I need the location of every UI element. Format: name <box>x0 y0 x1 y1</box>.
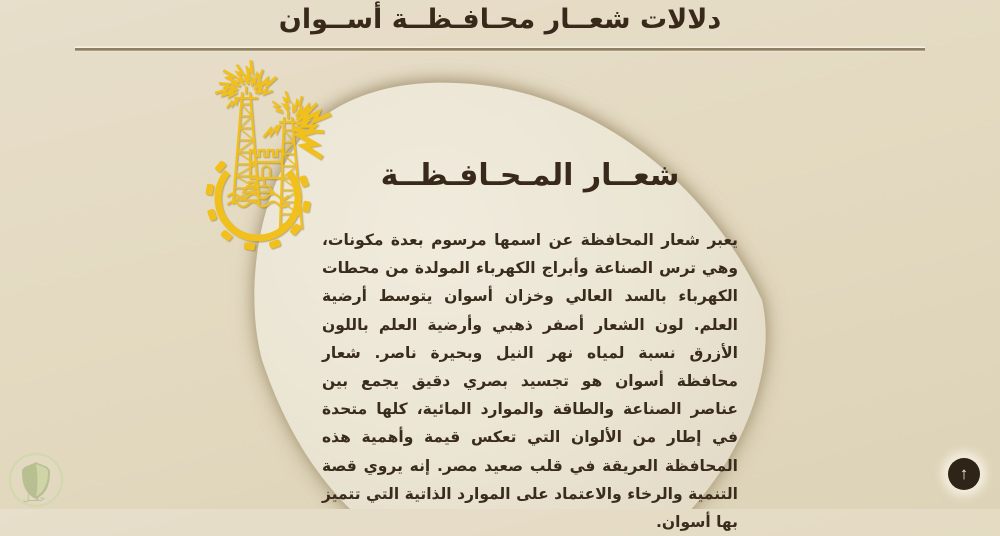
section-paragraph: يعبر شعار المحافظة عن اسمها مرسوم بعدة مكونات، وهي ترس الصناعة وأبراج الكهرباء المولدة من محطات الكهرباء بالسد العالي وخزان أسوان يتوسط أرضية العلم. لون الشعار أصفر ذهبي وأرضية العلم باللون الأزرق نسبة لمياه نهر النيل وبحيرة ناصر. شعار محافظة أسوان هو تجسيد بصري دقيق يجمع بين عناصر الصناعة والطاقة والموارد المائية، كلها متحدة في إطار من الألوان التي تعكس قيمة وأهمية هذه المحافظة العريقة في قلب صعيد مصر. إنه يروي قصة التنمية والرخاء والاعتماد على الموارد الذاتية التي تتميز بها أسوان. <box>322 231 738 532</box>
scroll-to-top-button[interactable] <box>948 458 980 490</box>
site-watermark <box>6 452 64 510</box>
watermark-text: حقــل <box>22 494 46 504</box>
up-arrow-icon: ↑ <box>959 464 969 483</box>
page-title: دلالات شعــار محـافـظــة أســوان <box>278 4 722 35</box>
lightning-bolts-left <box>215 60 278 110</box>
section-heading: شعــار المـحـافـظــة <box>380 158 680 193</box>
